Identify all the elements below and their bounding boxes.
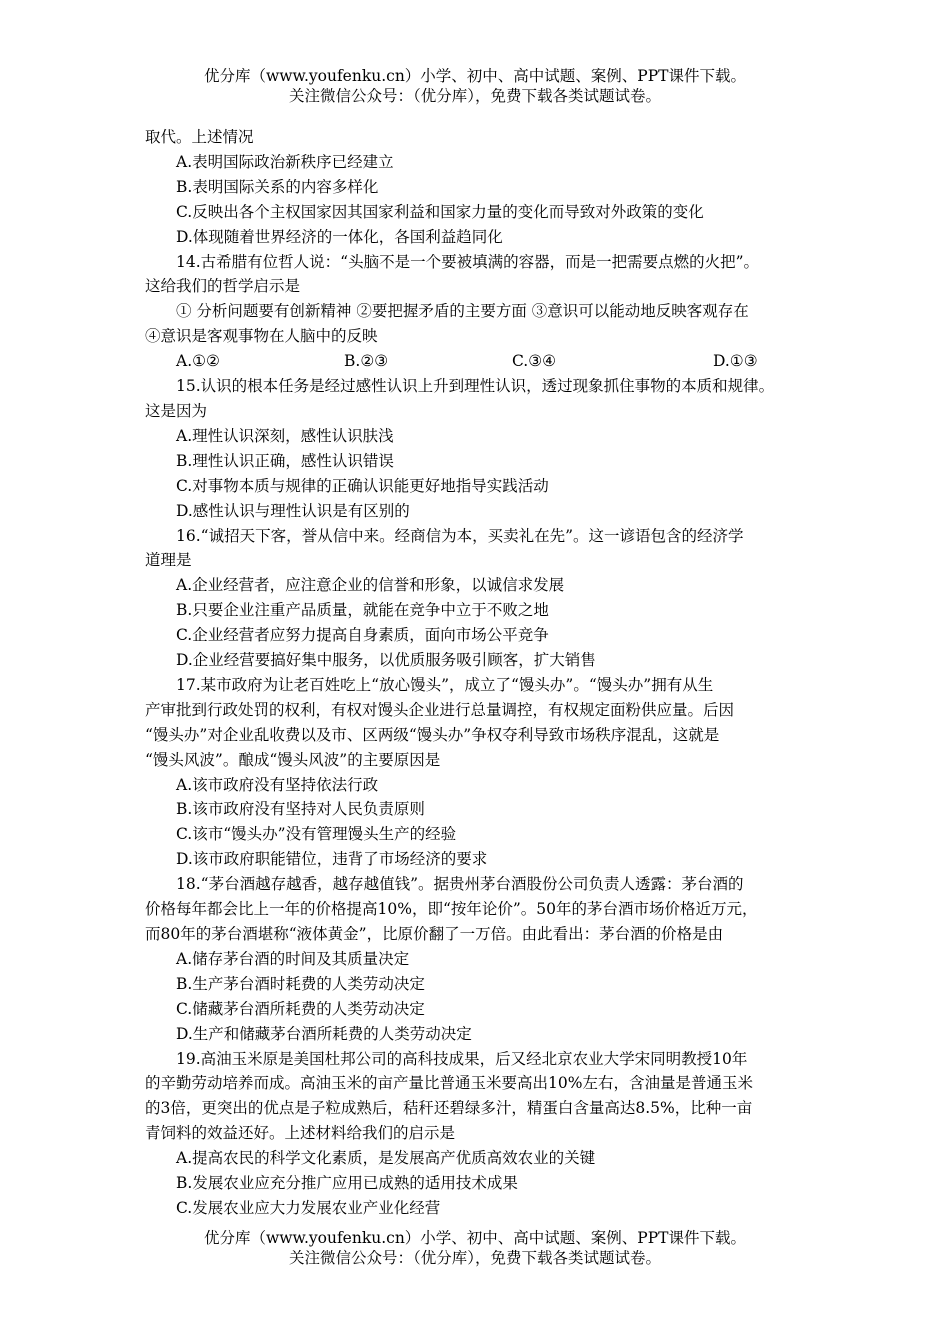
question-stem-cont: 青饲料的效益还好。上述材料给我们的启示是 xyxy=(145,1124,456,1143)
question-stem: 18.“茅台酒越存越香，越存越值钱”。据贵州茅台酒股份公司负责人透露：茅台酒的 xyxy=(176,875,744,894)
question-17 xyxy=(145,673,817,872)
question-stem: 16.“诚招天下客，誉从信中来。经商信为本，买卖礼在先”。这一谚语包含的经济学 xyxy=(176,526,744,545)
options-row xyxy=(145,349,817,374)
option-d: D.①③ xyxy=(713,352,758,371)
option-b: B.表明国际关系的内容多样化 xyxy=(176,177,379,196)
question-stem-cont: 产审批到行政处罚的权利，有权对馒头企业进行总量调控，有权规定面粉供应量。后因 xyxy=(145,700,735,719)
question-14 xyxy=(145,250,817,375)
option-c: C.企业经营者应努力提高自身素质，面向市场公平竞争 xyxy=(176,626,549,645)
option-c: C.该市“馒头办”没有管理馒头生产的经验 xyxy=(176,825,457,844)
question-stem: 15.认识的根本任务是经过感性认识上升到理性认识，透过现象抓住事物的本质和规律。 xyxy=(176,377,775,396)
footer-line-1: 优分库（www.youfenku.cn）小学、初中、高中试题、案例、PPT课件下载。 xyxy=(203,1229,747,1247)
option-b: B.该市政府没有坚持对人民负责原则 xyxy=(176,800,425,819)
question-18 xyxy=(145,872,817,1046)
page-footer xyxy=(0,1228,950,1268)
option-a: A.该市政府没有坚持依法行政 xyxy=(176,775,379,794)
option-c: C.反映出各个主权国家因其国家利益和国家力量的变化而导致对外政策的变化 xyxy=(176,202,704,221)
option-a: A.企业经营者，应注意企业的信誉和形象，以诚信求发展 xyxy=(176,576,565,595)
option-b: B.只要企业注重产品质量，就能在竞争中立于不败之地 xyxy=(176,601,549,620)
question-stem-cont: 价格每年都会比上一年的价格提高10%，即“按年论价”。50年的茅台酒市场价格近万元， xyxy=(145,900,758,919)
option-d: D.生产和储藏茅台酒所耗费的人类劳动决定 xyxy=(176,1024,472,1043)
question-stem: 17.某市政府为让老百姓吃上“放心馒头”，成立了“馒头办”。“馒头办”拥有从生 xyxy=(176,675,714,694)
option-c: C.储藏茅台酒所耗费的人类劳动决定 xyxy=(176,999,425,1018)
header-line-2: 关注微信公众号：（优分库），免费下载各类试题试卷。 xyxy=(288,87,661,105)
question-stem-cont: “馒头风波”。酿成“馒头风波”的主要原因是 xyxy=(145,750,441,769)
option-d: D.体现随着世界经济的一体化，各国利益趋同化 xyxy=(176,227,503,246)
statement-items: ① 分析问题要有创新精神 ②要把握矛盾的主要方面 ③意识可以能动地反映客观存在 xyxy=(176,302,749,321)
option-a: A.储存茅台酒的时间及其质量决定 xyxy=(176,949,410,968)
question-stem-cont: 这给我们的哲学启示是 xyxy=(145,277,301,296)
header-line-1: 优分库（www.youfenku.cn）小学、初中、高中试题、案例、PPT课件下载。 xyxy=(203,67,747,85)
option-b: B.发展农业应充分推广应用已成熟的适用技术成果 xyxy=(176,1174,518,1193)
question-stem-cont: 而80年的茅台酒堪称“液体黄金”，比原价翻了一万倍。由此看出：茅台酒的价格是由 xyxy=(145,925,724,943)
question-stem-cont: 这是因为 xyxy=(145,401,208,420)
page-header xyxy=(0,66,950,106)
document-body xyxy=(145,125,817,1221)
option-c: C.③④ xyxy=(512,352,557,371)
question-16 xyxy=(145,524,817,673)
option-a: A.提高农民的科学文化素质，是发展高产优质高效农业的关键 xyxy=(176,1149,596,1168)
option-c: C.对事物本质与规律的正确认识能更好地指导实践活动 xyxy=(176,476,549,495)
option-d: D.企业经营要搞好集中服务，以优质服务吸引顾客，扩大销售 xyxy=(176,651,596,670)
question-stem-cont: 的3倍，更突出的优点是子粒成熟后，秸秆还碧绿多汁，精蛋白含量高达8.5%，比种一亩 xyxy=(145,1099,753,1118)
option-c: C.发展农业应大力发展农业产业化经营 xyxy=(176,1198,441,1217)
statement-items-cont: ④意识是客观事物在人脑中的反映 xyxy=(145,327,378,346)
question-stem: 取代。上述情况 xyxy=(145,128,254,146)
question-13 xyxy=(145,125,817,250)
option-b: B.生产茅台酒时耗费的人类劳动决定 xyxy=(176,974,425,993)
question-stem-cont: “馒头办”对企业乱收费以及市、区两级“馒头办”争权夺利导致市场秩序混乱，这就是 xyxy=(145,725,720,744)
footer-line-2: 关注微信公众号：（优分库），免费下载各类试题试卷。 xyxy=(288,1249,661,1267)
question-15 xyxy=(145,374,817,523)
question-stem-cont: 道理是 xyxy=(145,551,192,570)
option-d: D.感性认识与理性认识是有区别的 xyxy=(176,501,410,520)
question-stem: 14.古希腊有位哲人说：“头脑不是一个要被填满的容器，而是一把需要点燃的火把”。 xyxy=(176,252,760,271)
option-d: D.该市政府职能错位，违背了市场经济的要求 xyxy=(176,850,488,869)
option-b: B.理性认识正确，感性认识错误 xyxy=(176,451,394,470)
option-b: B.②③ xyxy=(344,352,389,371)
question-19 xyxy=(145,1047,817,1221)
question-stem-cont: 的辛勤劳动培养而成。高油玉米的亩产量比普通玉米要高出10%左右，含油量是普通玉米 xyxy=(145,1074,753,1093)
option-a: A.理性认识深刻，感性认识肤浅 xyxy=(176,426,394,445)
option-a: A.表明国际政治新秩序已经建立 xyxy=(176,152,394,171)
question-stem: 19.高油玉米原是美国杜邦公司的高科技成果，后又经北京农业大学宋同明教授10年 xyxy=(176,1049,748,1068)
option-a: A.①② xyxy=(176,352,220,371)
